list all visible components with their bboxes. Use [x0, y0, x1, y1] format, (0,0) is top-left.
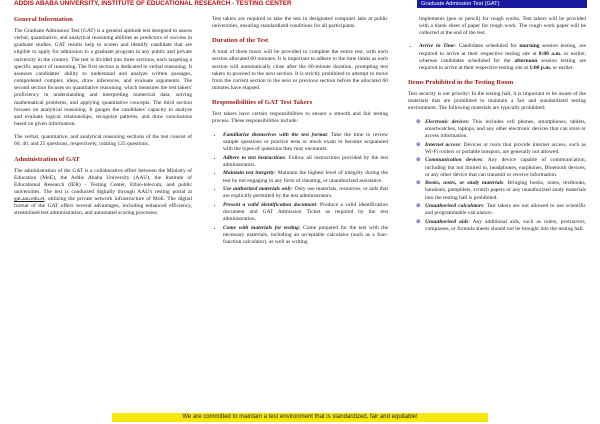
- duration-paragraph: A total of three hours will be provided to complete the entire test, with each section allocated 60 minutes. It is important to adhere to the time limits as each section will automatically close after the 60-minute duration, prompting test takers to proceed to the next section. It is strictly prohibited to attempt to move from the current section to the next or previous section before the allocated 60 minutes have elapsed.: [212, 49, 388, 92]
- footer-banner: We are committed to maintain a test environment that is standardized, fair and equitable!: [112, 413, 488, 422]
- prohibited-item: [416, 142, 586, 156]
- responsibilities-intro: Test takers have certain responsibilities to ensure a smooth and fair testing process. These responsibilities include:: [212, 111, 388, 125]
- responsibility-text: : Come prepared for the test with the necessary materials, including an acceptable calculator (such as a four-function calculator), as well as writing: [223, 224, 389, 246]
- responsibility-item: [223, 225, 388, 246]
- arrive-in-time-item: [419, 43, 586, 72]
- responsibility-lead: Adhere to test instructions: [223, 154, 285, 161]
- prohibited-icon: ⊗: [416, 180, 421, 187]
- arrive-text-3: or earlier, whereas candidates scheduled for the: [419, 50, 587, 64]
- prohibited-intro: Test security is our priority! In the testing hall, it is important to be aware of the materials that are prohibited to maintain a fair and standardized testing environment. The following materials are typically prohibited:: [408, 91, 586, 112]
- prohibited-lead: Internet access: [425, 141, 460, 148]
- arrive-time-afternoon: 1:00 p.m.: [529, 64, 552, 71]
- arrive-morning: morning: [519, 43, 540, 50]
- column-2: [212, 16, 388, 248]
- responsibility-lead: Come with materials for testing: [223, 224, 299, 231]
- header-title: ADDIS ABABA UNIVERSITY, INSTITUTE OF EDUCATIONAL RESEARCH - TESTING CENTER: [14, 0, 292, 7]
- responsibility-text: : Maintain the highest level of integrity during the test by not engaging in any form of cheating, or unauthorized assistance.: [223, 170, 388, 184]
- header-tag: Graduate Admission Test (GAT): [417, 0, 587, 8]
- prohibited-lead: Electronic devices: [425, 118, 468, 125]
- prohibited-item: [416, 119, 586, 140]
- arrive-afternoon: afternoon: [514, 57, 538, 64]
- responsibility-item: [223, 155, 388, 169]
- responsibility-item: [223, 202, 388, 223]
- responsibility-text: : Only use materials, resources, or aids that are explicitly permitted by the test administrators.: [223, 186, 389, 200]
- prohibited-text: : Test takers are not allowed to use scientific and programmable calculators.: [425, 203, 586, 217]
- prohibited-text: : Any additional aids, such as rulers, protractors, compasses, or formula sheets should not be brought into the testing hall.: [425, 219, 586, 233]
- administration-text-before: The administration of the GAT is a collaborative effort between the Ministry of Education (MoE), the Addis Ababa University (AAU), the Institute of Educational Research (IER) - Testing Center, Ethio-telecom, and public universities. The test is conducted digitally through AAU's testing portal at: [14, 167, 192, 195]
- responsibilities-heading: Responsibilities of GAT Test Takers: [212, 99, 313, 107]
- prohibited-text: : Devices or tools that provide internet access, such as Wi-Fi routers or portable hotspots, are generally not allowed.: [425, 141, 586, 155]
- column-1: [14, 16, 192, 224]
- prohibited-lead: Unauthorized aids: [425, 219, 469, 226]
- responsibility-item: [223, 170, 388, 184]
- responsibility-lead: Maintain test integrity: [223, 170, 275, 177]
- responsibilities-list: [212, 132, 388, 247]
- prohibited-item: [416, 180, 586, 201]
- administration-text-after: , utilizing the private network infrastructure of MoE. The digital format of the GAT offers several advantages, including enhanced efficiency, streamlined test administration, and automated scoring processes.: [14, 196, 192, 217]
- responsibility-lead: Familiarize themselves with the test format: [223, 131, 327, 138]
- prohibited-icon: ⊗: [416, 203, 421, 210]
- header-bar: [0, 0, 600, 8]
- general-info-paragraph-1: The Graduate Admission Test (GAT) is a general aptitude test designed to assess verbal, quantitative, and analytical reasoning abilities as predictors of success in graduate studies. GAT results help to screen and identify candidate that are eligible to apply for admission to a graduate program in any public and private university in the country. The test is divided into three sections, each targeting a specific aspect of reasoning. The first section is dedicated to verbal reasoning. It assesses candidates' ability to understand and analyze written passages, comprehend complex ideas, draw inferences, and evaluate arguments. The second section focuses on quantitative reasoning, which measures the test takers' proficiency in understanding and interpreting numerical data, solving mathematical problems, and applying quantitative concepts. The third section focuses on analytical reasoning. It gauges the candidates' capacity to analyze and evaluate logical relationships, recognize patterns, and draw conclusions based on given information.: [14, 28, 192, 128]
- general-info-heading: General Information: [14, 16, 73, 23]
- prohibited-text: : Any device capable of communication, including but not limited to, headphones, earphones, Bluetooth devices, or any other device that can transmit or receive information.: [425, 157, 586, 178]
- responsibility-text: : Take the time to review sample questions or practice tests or mock exam to become acquainted with the types of questions they may encounter.: [223, 131, 388, 152]
- responsibility-item: [223, 186, 388, 200]
- responsibility-text: : Follow all instructions provided by the test administrators.: [223, 154, 388, 168]
- arrive-text-4: session testing are required to arrive at their respective testing site at: [419, 57, 586, 71]
- arrival-list: [408, 43, 586, 72]
- responsibility-item: [223, 132, 388, 153]
- prohibited-lead: Books, notes, or study materials: [425, 180, 504, 187]
- prohibited-heading: Items Prohibited in the Testing Room: [408, 79, 514, 87]
- arrive-in-time-lead: Arrive in Time: [419, 43, 455, 50]
- column-3: [408, 16, 586, 235]
- computer-lab-paragraph: Test takers are required to take the test in designated computer labs at public universities, ensuring standardized conditions for all participants.: [212, 16, 388, 30]
- prohibited-lead: Communication devices: [425, 157, 483, 164]
- general-info-paragraph-2: The verbal, quantitative, and analytical reasoning sections of the test consist of 60, 40, and 25 questions, respectively, totaling 125 questions.: [14, 134, 192, 148]
- prohibited-item: [416, 219, 586, 233]
- responsibility-lead: Present a valid identification document: [223, 201, 317, 208]
- arrive-text-1: : Candidates scheduled for: [454, 43, 520, 50]
- prohibited-icon: ⊗: [416, 157, 421, 164]
- prohibited-icon: ⊗: [416, 141, 421, 148]
- administration-paragraph: [14, 168, 192, 218]
- prohibited-text: : Bringing books, notes, textbooks, handouts, pamphlets, scratch papers or any unauthorized study materials into the testing hall is prohibited.: [425, 180, 586, 201]
- arrive-text-2: session testing, are required to arrive at their respective testing site at: [419, 43, 586, 57]
- responsibility-lead: Use authorized materials only: [223, 186, 292, 193]
- prohibited-item: [416, 203, 586, 217]
- duration-heading: Duration of the Test: [212, 37, 269, 45]
- prohibited-text: : This includes cell phones, smartphones, tablets, smartwatches, laptops, and any other electronic devices that can store or access information.: [425, 118, 586, 139]
- responsibility-text: : Produce a valid identification document and GAT Admission Ticket as required by the test administration.: [223, 201, 388, 223]
- testing-portal-link[interactable]: gat.aau.edu.et: [14, 196, 45, 203]
- arrive-text-5: or earlier.: [551, 64, 574, 71]
- administration-heading: Administration of GAT: [14, 155, 80, 163]
- prohibited-item: [416, 157, 586, 178]
- prohibited-icon: ⊗: [416, 219, 421, 226]
- prohibited-lead: Unauthorized calculators: [425, 203, 484, 210]
- prohibited-icon: ⊗: [416, 118, 421, 125]
- prohibited-list: [408, 119, 586, 234]
- materials-continuation: implements (pen or pencil) for rough works. Test takers will be provided with a blank sheet of paper for rough work. The rough work paper will be collected at the end of the test.: [419, 16, 586, 37]
- arrive-time-morning: 8:00 a.m.: [538, 50, 562, 57]
